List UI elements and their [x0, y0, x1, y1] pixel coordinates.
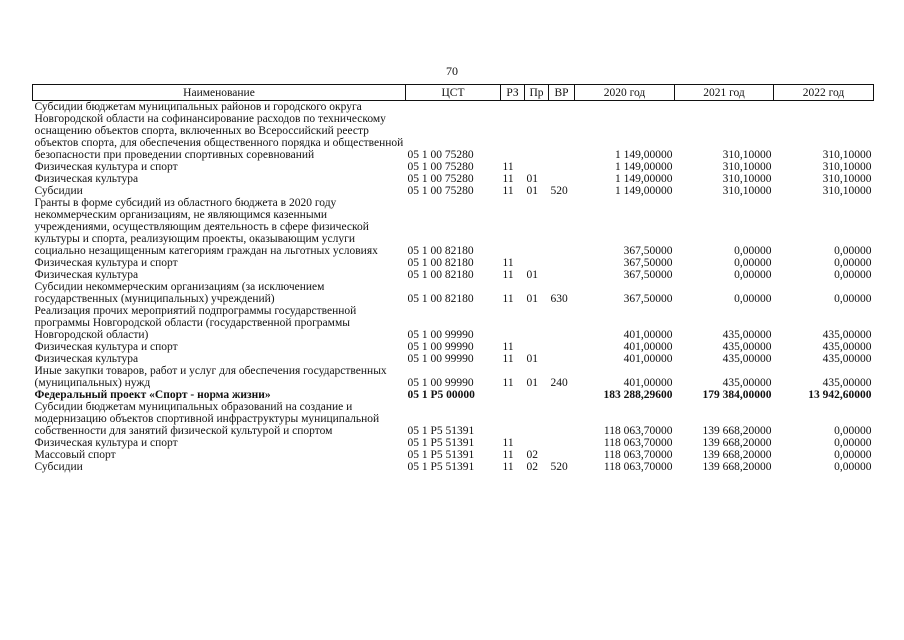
cell-rz: 11: [502, 257, 514, 269]
cell-2022: 13 942,60000: [808, 389, 872, 401]
cell-2022: 0,00000: [834, 461, 872, 473]
cell-2020: 367,50000: [623, 269, 673, 281]
cell-vr: 520: [550, 461, 568, 473]
cell-pr: 01: [526, 173, 538, 185]
cell-rz: 11: [502, 437, 514, 449]
cell-cst: 05 1 00 99990: [407, 329, 474, 341]
cell-2022: 435,00000: [822, 377, 872, 389]
cell-vr: [549, 401, 575, 437]
cell-name: Реализация прочих мероприятий подпрограммы государственной программы Новгородской области (государственной программы Новгородской области): [34, 305, 357, 341]
cell-cst: 05 1 P5 51391: [407, 437, 475, 449]
cell-name: Физическая культура и спорт: [34, 341, 178, 353]
cell-2021: 435,00000: [722, 353, 772, 365]
cell-cst: 05 1 00 82180: [407, 293, 474, 305]
cell-2022: 0,00000: [834, 425, 872, 437]
cell-rz: 11: [502, 185, 514, 197]
cell-2020: 401,00000: [623, 341, 673, 353]
cell-2021: 0,00000: [734, 245, 772, 257]
cell-2020: 401,00000: [623, 329, 673, 341]
cell-pr: 01: [526, 377, 538, 389]
cell-cst: 05 1 00 82180: [407, 245, 474, 257]
cell-2022: 310,10000: [822, 185, 872, 197]
cell-vr: [549, 269, 575, 281]
header-2022: 2022 год: [774, 85, 874, 101]
cell-2021: 139 668,20000: [702, 425, 772, 437]
cell-name: Гранты в форме субсидий из областного бюджета в 2020 году некоммерческим организациям, не являющимся казенными учреждениями, осуществляющим деятельность в сфере физической культуры и спорта, реализующим проекты, оказывающим услуги социально незащищенным категориям граждан на льготных условиях: [34, 197, 378, 257]
cell-name: Физическая культура и спорт: [34, 257, 178, 269]
table-row: [33, 449, 874, 461]
cell-cst: 05 1 00 99990: [407, 353, 474, 365]
cell-2021: 0,00000: [734, 293, 772, 305]
cell-cst: 05 1 P5 51391: [407, 425, 475, 437]
cell-2020: 1 149,00000: [615, 185, 673, 197]
cell-name: Иные закупки товаров, работ и услуг для обеспечения государственных (муниципальных) нужд: [34, 365, 387, 389]
cell-2022: 435,00000: [822, 353, 872, 365]
cell-2021: 435,00000: [722, 377, 772, 389]
cell-2020: 118 063,70000: [603, 437, 673, 449]
table-row: [33, 341, 874, 353]
cell-2021: 310,10000: [722, 185, 772, 197]
cell-pr: [525, 437, 549, 449]
cell-cst: 05 1 00 75280: [407, 161, 474, 173]
cell-rz: 11: [502, 449, 514, 461]
table-row: [33, 389, 874, 401]
cell-vr: [549, 101, 575, 162]
cell-2020: 367,50000: [623, 257, 673, 269]
cell-vr: 630: [550, 293, 568, 305]
cell-name: Субсидии бюджетам муниципальных образований на создание и модернизацию объектов спортивной инфраструктуры муниципальной собственности для занятий физической культурой и спортом: [34, 401, 380, 437]
header-2020: 2020 год: [575, 85, 675, 101]
cell-cst: 05 1 00 82180: [407, 257, 474, 269]
cell-vr: [549, 257, 575, 269]
cell-2020: 401,00000: [623, 353, 673, 365]
table-header-row: [33, 85, 874, 101]
cell-pr: 01: [526, 293, 538, 305]
table-row: [33, 437, 874, 449]
cell-rz: [501, 305, 525, 341]
cell-name: Субсидии: [34, 185, 83, 197]
table-row: [33, 197, 874, 257]
cell-pr: 01: [526, 353, 538, 365]
table-row: [33, 161, 874, 173]
cell-vr: 520: [550, 185, 568, 197]
table-row: [33, 305, 874, 341]
cell-pr: [525, 101, 549, 162]
cell-2020: 118 063,70000: [603, 461, 673, 473]
cell-name: Федеральный проект «Спорт - норма жизни»: [34, 389, 271, 401]
cell-2022: 435,00000: [822, 341, 872, 353]
cell-pr: 02: [526, 461, 538, 473]
cell-vr: 240: [550, 377, 568, 389]
cell-pr: [525, 257, 549, 269]
table-row: [33, 281, 874, 305]
cell-2022: 310,10000: [822, 161, 872, 173]
header-pr: Пр: [525, 85, 549, 101]
cell-pr: [525, 341, 549, 353]
cell-2022: 0,00000: [834, 293, 872, 305]
cell-vr: [549, 389, 575, 401]
cell-rz: [501, 389, 525, 401]
cell-2021: 139 668,20000: [702, 461, 772, 473]
cell-name: Физическая культура и спорт: [34, 437, 178, 449]
cell-name: Физическая культура: [34, 353, 139, 365]
header-vr: ВР: [549, 85, 575, 101]
cell-pr: 02: [526, 449, 538, 461]
table-row: [33, 257, 874, 269]
budget-table: [32, 84, 874, 473]
table-row: [33, 269, 874, 281]
cell-rz: 11: [502, 161, 514, 173]
cell-cst: 05 1 00 99990: [407, 377, 474, 389]
cell-pr: [525, 197, 549, 257]
cell-2022: 310,10000: [822, 149, 872, 161]
cell-cst: 05 1 00 75280: [407, 185, 474, 197]
cell-2022: 310,10000: [822, 173, 872, 185]
cell-pr: 01: [526, 185, 538, 197]
cell-name: Физическая культура и спорт: [34, 161, 178, 173]
cell-pr: [525, 305, 549, 341]
table-row: [33, 401, 874, 437]
cell-pr: [525, 389, 549, 401]
cell-2021: 310,10000: [722, 173, 772, 185]
cell-name: Субсидии бюджетам муниципальных районов и городского округа Новгородской области на софинансирование расходов по техническому оснащению объектов спорта, включенных во Всероссийский реестр объектов спорта, для обеспечения общественного порядка и общественной безопасности при проведении спортивных соревнований: [34, 101, 404, 161]
header-rz: РЗ: [501, 85, 525, 101]
cell-vr: [549, 353, 575, 365]
cell-pr: [525, 161, 549, 173]
cell-pr: [525, 401, 549, 437]
cell-vr: [549, 197, 575, 257]
cell-name: Субсидии: [34, 461, 83, 473]
cell-2020: 367,50000: [623, 245, 673, 257]
cell-2022: 0,00000: [834, 245, 872, 257]
cell-cst: 05 1 00 99990: [407, 341, 474, 353]
cell-pr: 01: [526, 269, 538, 281]
cell-2021: 0,00000: [734, 269, 772, 281]
cell-2022: 435,00000: [822, 329, 872, 341]
cell-2021: 139 668,20000: [702, 449, 772, 461]
cell-vr: [549, 305, 575, 341]
cell-2021: 139 668,20000: [702, 437, 772, 449]
cell-cst: 05 1 P5 51391: [407, 461, 475, 473]
cell-2020: 1 149,00000: [615, 173, 673, 185]
cell-vr: [549, 173, 575, 185]
header-cst: ЦСТ: [406, 85, 501, 101]
cell-cst: 05 1 00 75280: [407, 149, 474, 161]
cell-name: Массовый спорт: [34, 449, 116, 461]
cell-rz: [501, 101, 525, 162]
cell-2021: 179 384,00000: [702, 389, 772, 401]
cell-2020: 1 149,00000: [615, 149, 673, 161]
cell-2021: 435,00000: [722, 341, 772, 353]
cell-2020: 118 063,70000: [603, 425, 673, 437]
cell-rz: 11: [502, 341, 514, 353]
table-row: [33, 185, 874, 197]
table-row: [33, 353, 874, 365]
cell-name: Физическая культура: [34, 269, 139, 281]
cell-vr: [549, 449, 575, 461]
cell-2021: 310,10000: [722, 161, 772, 173]
cell-rz: 11: [502, 269, 514, 281]
table-row: [33, 101, 874, 162]
header-name: Наименование: [33, 85, 406, 101]
cell-2020: 401,00000: [623, 377, 673, 389]
cell-vr: [549, 437, 575, 449]
cell-2022: 0,00000: [834, 449, 872, 461]
cell-cst: 05 1 00 82180: [407, 269, 474, 281]
cell-2021: 0,00000: [734, 257, 772, 269]
cell-name: Физическая культура: [34, 173, 139, 185]
cell-rz: 11: [502, 353, 514, 365]
cell-cst: 05 1 00 75280: [407, 173, 474, 185]
cell-vr: [549, 161, 575, 173]
cell-rz: 11: [502, 293, 514, 305]
cell-2022: 0,00000: [834, 437, 872, 449]
page-number: 70: [446, 64, 458, 78]
cell-2020: 183 288,29600: [603, 389, 673, 401]
cell-cst: 05 1 P5 00000: [407, 389, 475, 401]
cell-rz: 11: [502, 377, 514, 389]
cell-rz: 11: [502, 461, 514, 473]
table-row: [33, 365, 874, 389]
cell-2021: 435,00000: [722, 329, 772, 341]
cell-vr: [549, 341, 575, 353]
cell-rz: [501, 401, 525, 437]
cell-2022: 0,00000: [834, 269, 872, 281]
cell-2021: 310,10000: [722, 149, 772, 161]
cell-rz: [501, 197, 525, 257]
cell-rz: 11: [502, 173, 514, 185]
table-row: [33, 173, 874, 185]
cell-name: Субсидии некоммерческим организациям (за исключением государственных (муниципальных) учреждений): [34, 281, 325, 305]
cell-2022: 0,00000: [834, 257, 872, 269]
cell-2020: 1 149,00000: [615, 161, 673, 173]
cell-2020: 367,50000: [623, 293, 673, 305]
table-row: [33, 461, 874, 473]
table-body: [33, 101, 874, 474]
cell-cst: 05 1 P5 51391: [407, 449, 475, 461]
cell-2020: 118 063,70000: [603, 449, 673, 461]
header-2021: 2021 год: [675, 85, 774, 101]
